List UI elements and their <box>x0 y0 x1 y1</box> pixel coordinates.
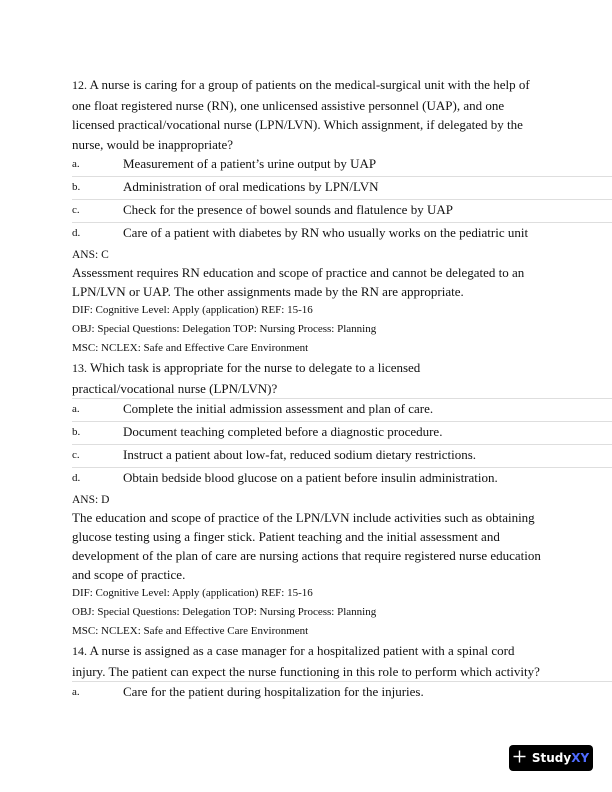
option-row <box>72 177 612 200</box>
objective-meta: OBJ: Special Questions: Delegation TOP: Nursing Process: Planning <box>72 323 377 335</box>
option-letter: b. <box>72 426 81 438</box>
option-letter: a. <box>72 686 80 698</box>
option-text: Measurement of a patient’s urine output by UAP <box>123 156 377 171</box>
option-row <box>72 445 612 468</box>
option-row <box>72 468 612 490</box>
rationale: Assessment requires RN education and scope of practice and cannot be delegated to an LPN/LVN or UAP. The other assignments made by the RN are appropriate. <box>72 265 525 299</box>
option-letter: d. <box>72 227 81 239</box>
msc-meta: MSC: NCLEX: Safe and Effective Care Environment <box>72 342 309 354</box>
option-text: Care for the patient during hospitalization for the injuries. <box>123 684 424 699</box>
option-letter: d. <box>72 472 81 484</box>
question-text: Which task is appropriate for the nurse to delegate to a licensed practical/vocational nurse (LPN/LVN)? <box>72 360 421 396</box>
option-letter: b. <box>72 181 81 193</box>
question-stem <box>72 641 542 681</box>
question-stem <box>72 75 542 154</box>
option-row <box>72 681 612 704</box>
option-row <box>72 422 612 445</box>
option-row <box>72 398 612 422</box>
answer-key: ANS: D <box>72 494 110 506</box>
option-text: Document teaching completed before a diagnostic procedure. <box>123 424 443 439</box>
plus-icon <box>513 749 526 767</box>
rationale: The education and scope of practice of the LPN/LVN include activities such as obtaining glucose testing using a finger stick. Patient teaching and the initial assessment and development of the plan of care are nursing actions that require registered nurse education and scope of practice. <box>72 510 541 582</box>
option-letter: c. <box>72 204 80 216</box>
question-text: A nurse is caring for a group of patients on the medical-surgical unit with the help of one float registered nurse (RN), one unlicensed assistive personnel (UAP), and one licensed practical/vocational nurse (LPN/LVN). Which assignment, if delegated by the nurse, would be inappropriate? <box>72 77 530 152</box>
option-text: Complete the initial admission assessment and plan of care. <box>123 401 434 416</box>
studyxy-badge[interactable] <box>509 745 593 771</box>
option-row <box>72 200 612 223</box>
msc-meta: MSC: NCLEX: Safe and Effective Care Environment <box>72 625 309 637</box>
option-letter: a. <box>72 403 80 415</box>
question-12 <box>72 75 612 358</box>
difficulty-meta: DIF: Cognitive Level: Apply (application) REF: 15-16 <box>72 304 313 316</box>
answer-key: ANS: C <box>72 249 109 261</box>
option-text: Care of a patient with diabetes by RN who usually works on the pediatric unit <box>123 225 529 240</box>
question-number: 13. <box>72 361 87 375</box>
option-text: Check for the presence of bowel sounds and flatulence by UAP <box>123 202 453 217</box>
document-body <box>72 75 612 704</box>
difficulty-meta: DIF: Cognitive Level: Apply (application) REF: 15-16 <box>72 587 313 599</box>
question-13 <box>72 358 612 641</box>
option-row <box>72 154 612 177</box>
question-stem <box>72 358 442 398</box>
question-14 <box>72 641 612 704</box>
option-text: Administration of oral medications by LPN/LVN <box>123 179 379 194</box>
option-letter: c. <box>72 449 80 461</box>
option-row <box>72 223 612 245</box>
question-text: A nurse is assigned as a case manager for a hospitalized patient with a spinal cord injury. The patient can expect the nurse functioning in this role to perform which activity? <box>72 643 540 679</box>
brand-name: StudyXY <box>531 751 590 765</box>
objective-meta: OBJ: Special Questions: Delegation TOP: Nursing Process: Planning <box>72 606 377 618</box>
question-number: 14. <box>72 644 87 658</box>
option-text: Instruct a patient about low-fat, reduced sodium dietary restrictions. <box>123 447 477 462</box>
question-number: 12. <box>72 78 87 92</box>
option-text: Obtain bedside blood glucose on a patient before insulin administration. <box>123 470 498 485</box>
option-letter: a. <box>72 158 80 170</box>
